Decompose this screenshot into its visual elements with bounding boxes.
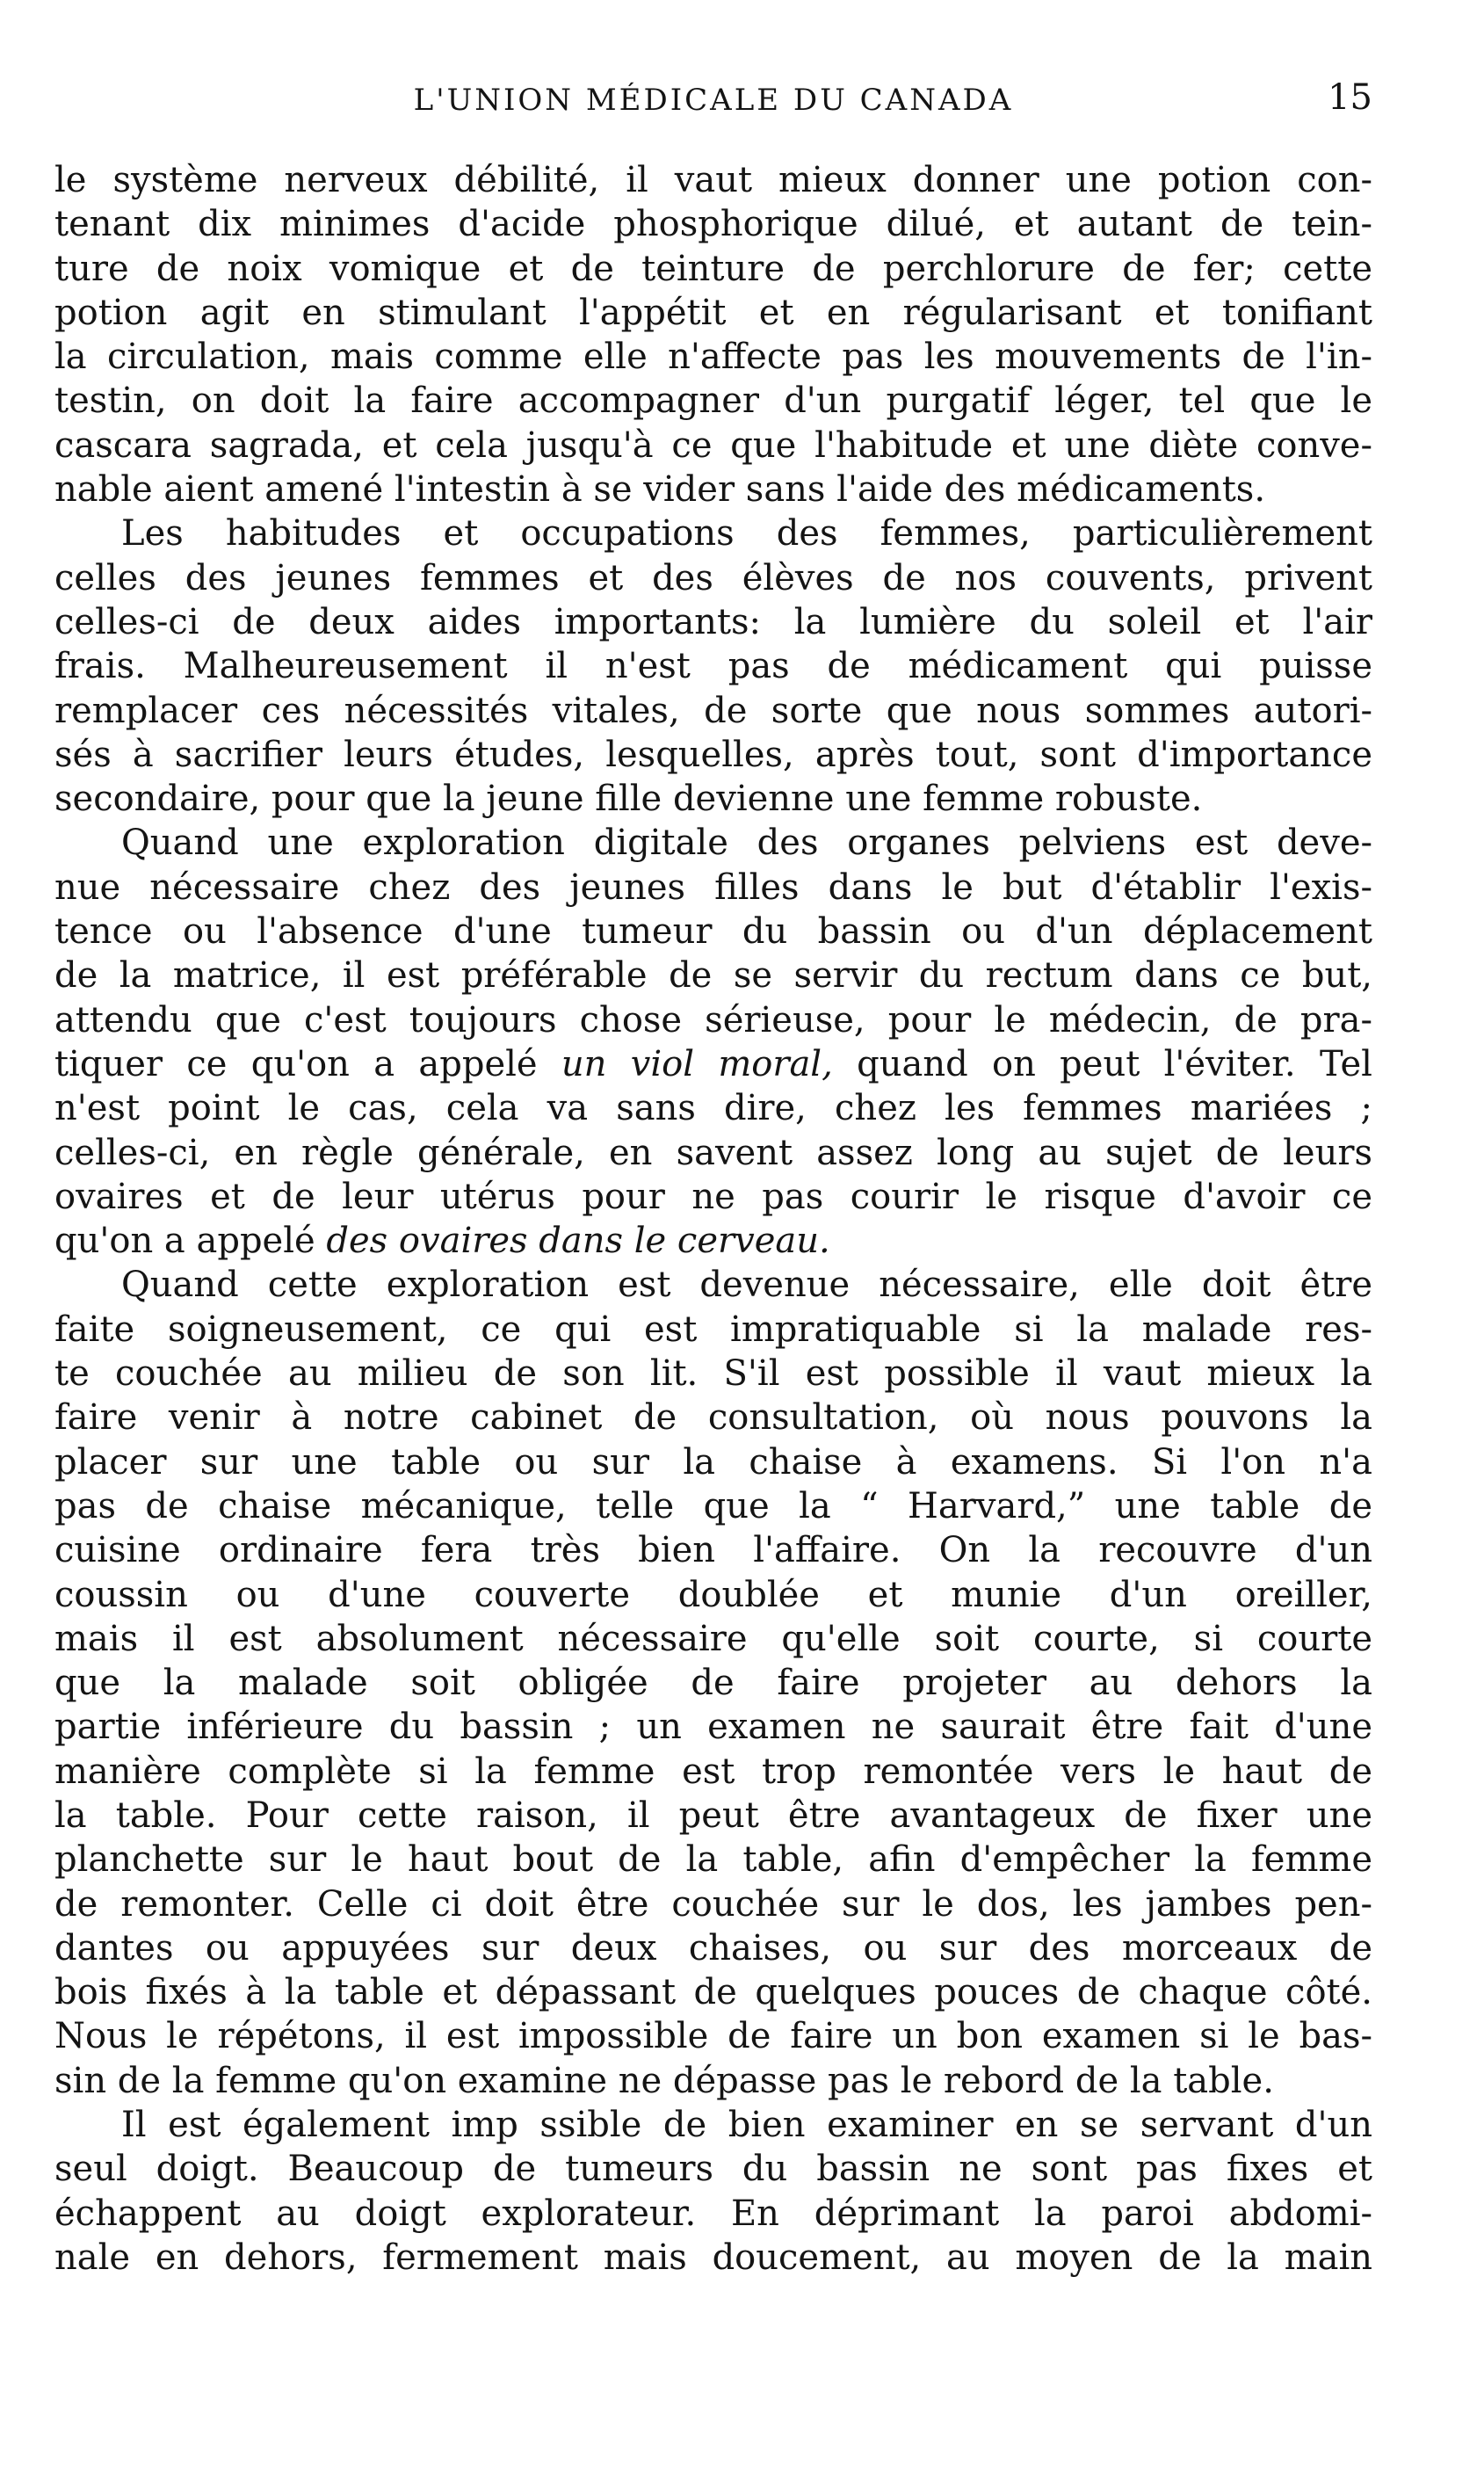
article-body (54, 158, 1372, 2280)
text-line (54, 379, 1372, 423)
text-line (54, 1528, 1372, 1572)
text-line (54, 1573, 1372, 1617)
text-segment: pas de chaise mécanique, telle que la “ Harvard,” une table de (54, 1485, 1372, 1526)
text-segment: tence ou l'absence d'une tumeur du bassin ou d'un déplacement (54, 911, 1372, 953)
text-line (54, 424, 1372, 468)
text-segment: faite soigneusement, ce qui est impratiquable si la malade res- (54, 1309, 1372, 1350)
text-segment: nable aient amené l'intestin à se vider sans l'aide des médicaments. (54, 469, 1266, 511)
text-segment: Il est également imp ssible de bien examiner en se servant d'un (121, 2105, 1372, 2146)
text-line (54, 1086, 1372, 1130)
text-segment: la circulation, mais comme elle n'affecte pas les mouvements de l'in- (54, 337, 1372, 378)
text-segment: nale en dehors, fermement mais doucement, au moyen de la main (54, 2237, 1372, 2278)
text-segment: sin de la femme qu'on examine ne dépasse pas le rebord de la table. (54, 2060, 1274, 2101)
text-segment: cascara sagrada, et cela jusqu'à ce que l'habitude et une diète conve- (54, 424, 1372, 466)
text-segment: Quand cette exploration est devenue nécessaire, elle doit être (121, 1265, 1372, 1306)
text-segment: remplacer ces nécessités vitales, de sorte que nous sommes autori- (54, 690, 1372, 731)
text-segment: ture de noix vomique et de teinture de perchlorure de fer; cette (54, 248, 1372, 289)
text-line (54, 1263, 1372, 1307)
text-line (54, 1661, 1372, 1705)
text-line (54, 247, 1372, 291)
text-segment: bois fixés à la table et dépassant de quelques pouces de chaque côté. (54, 1972, 1372, 2013)
text-segment: celles des jeunes femmes et des élèves de nos couvents, privent (54, 557, 1372, 598)
text-segment: mais il est absolument nécessaire qu'elle soit courte, si courte (54, 1618, 1372, 1659)
text-segment: placer sur une table ou sur la chaise à examens. Si l'on n'a (54, 1441, 1372, 1483)
text-segment: planchette sur le haut bout de la table, afin d'empêcher la femme (54, 1839, 1372, 1881)
text-segment: secondaire, pour que la jeune fille devienne une femme robuste. (54, 779, 1203, 820)
text-segment: qu'on a appelé (54, 1221, 327, 1262)
text-segment: échappent au doigt explorateur. En déprimant la paroi abdomi- (54, 2193, 1372, 2234)
text-line (54, 910, 1372, 953)
text-line (54, 556, 1372, 600)
text-segment: de remonter. Celle ci doit être couchée sur le dos, les jambes pen- (54, 1883, 1372, 1925)
text-line (54, 953, 1372, 997)
text-line (54, 2103, 1372, 2147)
text-line (54, 511, 1372, 555)
text-line (54, 1352, 1372, 1396)
text-line (54, 689, 1372, 733)
journal-page (54, 67, 1372, 2280)
text-line (54, 202, 1372, 246)
running-head (54, 67, 1372, 128)
text-segment: coussin ou d'une couverte doublée et munie d'un oreiller, (54, 1574, 1372, 1615)
text-segment: partie inférieure du bassin ; un examen ne saurait être fait d'une (54, 1707, 1372, 1748)
text-segment: tenant dix minimes d'acide phosphorique dilué, et autant de tein- (54, 204, 1372, 245)
text-segment: te couchée au milieu de son lit. S'il est possible il vaut mieux la (54, 1353, 1372, 1395)
text-segment: Les habitudes et occupations des femmes, particulièrement (121, 513, 1372, 555)
text-segment: de la matrice, il est préférable de se servir du rectum dans ce but, (54, 955, 1372, 997)
text-line (54, 1440, 1372, 1484)
text-line (54, 2192, 1372, 2236)
text-line (54, 998, 1372, 1042)
text-line (54, 1750, 1372, 1794)
text-line (54, 158, 1372, 202)
text-segment: ovaires et de leur utérus pour ne pas courir le risque d'avoir ce (54, 1176, 1372, 1217)
text-segment: la table. Pour cette raison, il peut être avantageux de fixer une (54, 1795, 1372, 1836)
text-line (54, 1794, 1372, 1838)
text-line (54, 1838, 1372, 1882)
text-line (54, 1396, 1372, 1439)
page-number: 15 (1328, 77, 1372, 118)
text-segment: dantes ou appuyées sur deux chaises, ou sur des morceaux de (54, 1927, 1372, 1969)
text-line (54, 2147, 1372, 2191)
text-segment: manière complète si la femme est trop remontée vers le haut de (54, 1751, 1372, 1792)
text-line (54, 644, 1372, 688)
text-line (54, 1882, 1372, 1926)
text-line (54, 1926, 1372, 1970)
text-segment: cuisine ordinaire fera très bien l'affaire. On la recouvre d'un (54, 1530, 1372, 1571)
italic-phrase: des ovaires dans le cerveau. (326, 1221, 830, 1262)
text-segment: faire venir à notre cabinet de consultation, où nous pouvons la (54, 1397, 1372, 1439)
text-line (54, 866, 1372, 910)
text-segment: testin, on doit la faire accompagner d'un purgatif léger, tel que le (54, 381, 1372, 422)
text-segment: tiquer ce qu'on a appelé (54, 1043, 561, 1084)
text-line (54, 600, 1372, 644)
text-segment: le système nerveux débilité, il vaut mieux donner une potion con- (54, 160, 1372, 200)
text-segment: nue nécessaire chez des jeunes filles dans le but d'établir l'exis- (54, 866, 1372, 908)
text-line (54, 1970, 1372, 2014)
text-segment: frais. Malheureusement il n'est pas de médicament qui puisse (54, 646, 1372, 687)
text-segment: seul doigt. Beaucoup de tumeurs du bassin ne sont pas fixes et (54, 2149, 1372, 2190)
text-segment: attendu que c'est toujours chose sérieuse, pour le médecin, de pra- (54, 999, 1372, 1040)
text-line (54, 2236, 1372, 2280)
text-line (54, 1484, 1372, 1528)
text-segment: Nous le répétons, il est impossible de faire un bon examen si le bas- (54, 2016, 1372, 2057)
text-line (54, 1617, 1372, 1661)
text-line (54, 335, 1372, 379)
text-line (54, 1308, 1372, 1352)
text-line (54, 1131, 1372, 1175)
text-line (54, 1705, 1372, 1749)
text-segment: sés à sacrifier leurs études, lesquelles, après tout, sont d'importance (54, 734, 1372, 775)
text-line (54, 1175, 1372, 1219)
text-line (54, 1042, 1372, 1086)
text-line (54, 1219, 1372, 1263)
journal-title: L'UNION MÉDICALE DU CANADA (413, 83, 1014, 118)
text-segment: n'est point le cas, cela va sans dire, chez les femmes mariées ; (54, 1088, 1372, 1129)
text-segment: quand on peut l'éviter. Tel (832, 1043, 1372, 1084)
text-segment: que la malade soit obligée de faire projeter au dehors la (54, 1663, 1372, 1704)
text-segment: celles-ci, en règle générale, en savent assez long au sujet de leurs (54, 1132, 1372, 1173)
italic-phrase: un viol moral, (561, 1043, 833, 1084)
text-line (54, 468, 1372, 511)
text-line (54, 777, 1372, 821)
text-segment: potion agit en stimulant l'appétit et en régularisant et tonifiant (54, 292, 1372, 333)
text-line (54, 2014, 1372, 2058)
text-line (54, 821, 1372, 865)
text-line (54, 2059, 1372, 2103)
text-line (54, 291, 1372, 335)
text-line (54, 733, 1372, 777)
text-segment: celles-ci de deux aides importants: la lumière du soleil et l'air (54, 601, 1372, 642)
text-segment: Quand une exploration digitale des organes pelviens est deve- (121, 823, 1372, 864)
